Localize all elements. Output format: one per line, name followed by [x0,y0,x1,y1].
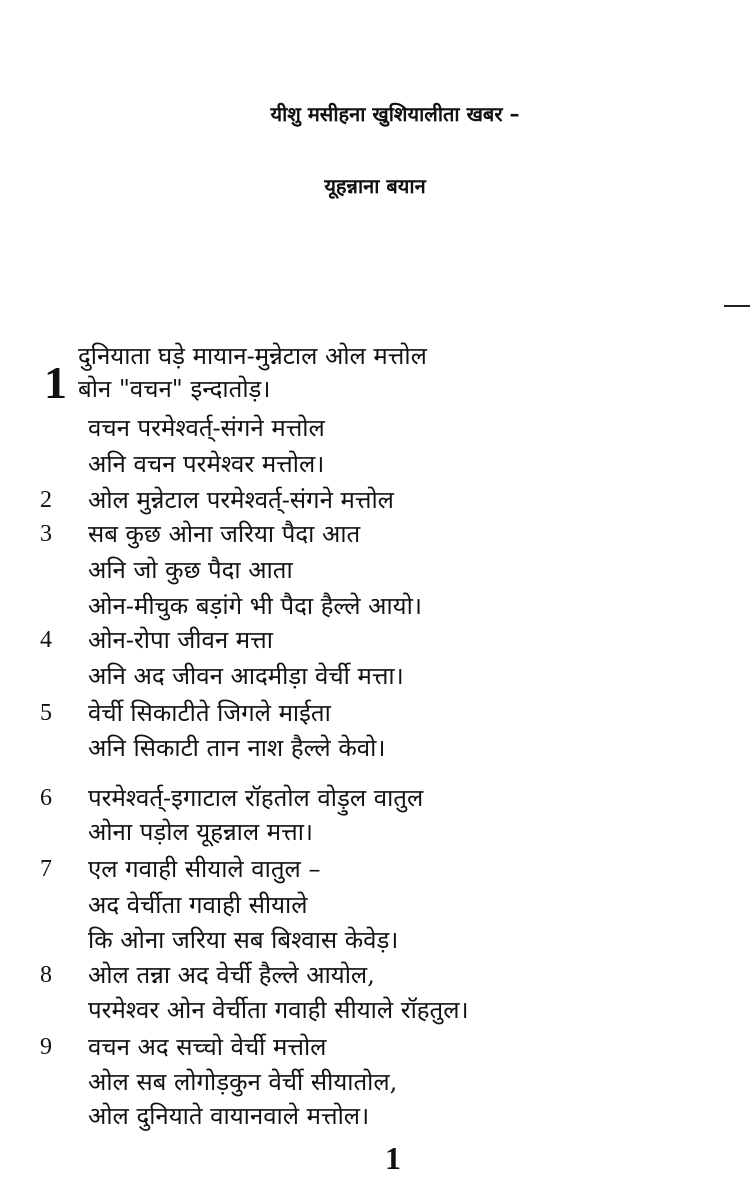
text-line: ओना पड़ोल यूहन्नाल मत्ता। [88,818,314,846]
text-line: सब कुछ ओना जरिया पैदा आत [88,520,361,548]
text-line: अनि सिकाटी तान नाश हैल्ले केवो। [88,734,386,762]
text-line: ओन-मीचुक बड़ांगे भी पैदा हैल्ले आयो। [88,592,422,620]
text-line: वेर्ची सिकाटीते जिगले माईता [88,699,331,727]
text-line: बोन "वचन" इन्दातोड़। [78,375,271,403]
verse-number: 9 [40,1034,52,1060]
text-line: वचन परमेश्वर्त्-संगने मत्तोल [88,414,325,442]
text-line: ओन-रोपा जीवन मत्ता [88,626,273,654]
verse-number: 2 [40,487,52,513]
text-line: वचन अद सच्चो वेर्ची मत्तोल [88,1033,327,1061]
verse-number: 8 [40,962,52,988]
text-line: दुनियाता घड़े मायान-मुन्नेटाल ओल मत्तोल [78,342,427,370]
text-line: अद वेर्चीता गवाही सीयाले [88,891,308,919]
verse-number: 7 [40,856,52,882]
chapter-number: 1 [44,357,67,408]
text-line: कि ओना जरिया सब बिश्वास केवेड़। [88,926,399,954]
text-line: परमेश्वर ओन वेर्चीता गवाही सीयाले रॉहतुल। [88,996,469,1024]
verse-number: 5 [40,700,52,726]
page-subtitle: यूहन्नाना बयान [324,174,426,198]
text-line: अनि वचन परमेश्वर मत्तोल। [88,450,325,478]
scan-mark [724,305,750,307]
text-line: ओल मुन्नेटाल परमेश्वर्त्-संगने मत्तोल [88,486,394,514]
verse-number: 6 [40,785,52,811]
text-line: एल गवाही सीयाले वातुल – [88,855,321,883]
verse-number: 4 [40,627,52,653]
page-title: यीशु मसीहना खुशियालीता खबर – [270,102,520,126]
text-line: ओल सब लोगोड़कुन वेर्ची सीयातोल, [88,1068,398,1096]
verse-number: 3 [40,521,52,547]
text-line: ओल दुनियाते वायानवाले मत्तोल। [88,1102,370,1130]
page-number: 1 [385,1140,401,1176]
text-line: परमेश्वर्त्-इगाटाल रॉहतोल वोड़ुल वातुल [88,784,424,812]
text-line: अनि जो कुछ पैदा आता [88,556,293,584]
text-line: ओल तन्ना अद वेर्ची हैल्ले आयोल, [88,961,375,989]
text-line: अनि अद जीवन आदमीड़ा वेर्ची मत्ता। [88,662,404,690]
